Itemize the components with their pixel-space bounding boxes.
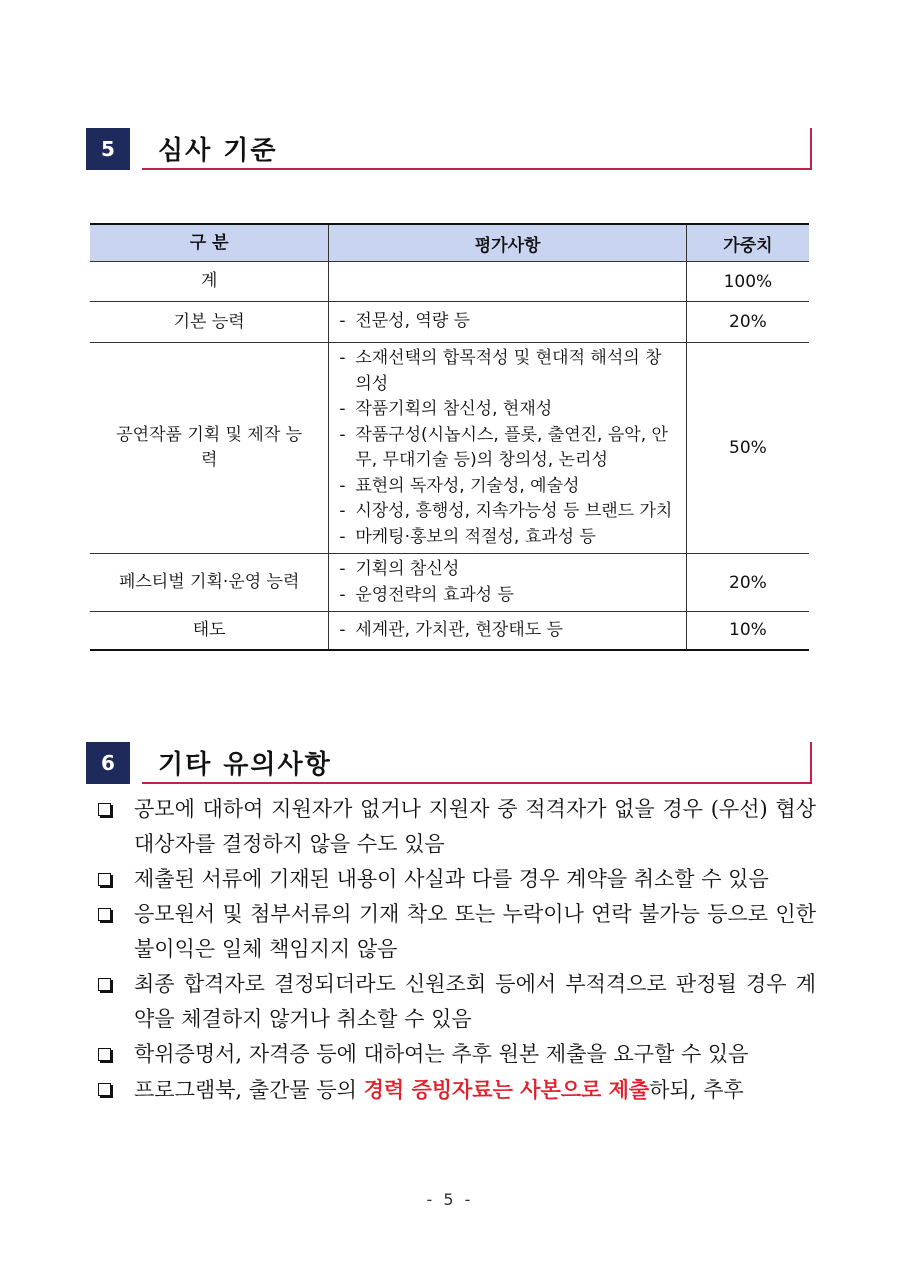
note-item [96,897,816,967]
item-text: - 작품기획의 참신성, 현재성 [337,397,677,423]
row-category: 페스티벌 기획·운영 능력 [90,554,329,612]
checkbox-bullet-icon [98,803,111,816]
row-items [329,343,686,554]
page-number: - 5 - [426,1190,474,1209]
row-items [329,302,686,343]
table-row [90,302,809,343]
row-category: 기본 능력 [90,302,329,343]
row-weight: 50% [686,343,809,554]
note-text: 하되, 추후 [649,1078,744,1102]
note-item [96,862,816,897]
item-text: - 마케팅·홍보의 적절성, 효과성 등 [337,525,677,551]
table-row [90,554,809,612]
row-weight: 100% [686,262,809,302]
row-weight: 20% [686,554,809,612]
item-text: - 작품구성(시놉시스, 플롯, 출연진, 음악, 안무, 무대기술 등)의 창의성, 논리성 [337,423,677,474]
checkbox-bullet-icon [98,873,111,886]
notes-list [96,792,816,1108]
row-category-text: 공연작품 기획 및 제작 능력 [116,425,303,470]
note-item [96,792,816,862]
table-row [90,343,809,554]
table-row [90,262,809,302]
note-item [96,967,816,1037]
item-text: - 운영전략의 효과성 등 [337,583,677,609]
row-category: 계 [90,262,329,302]
item-text: - 세계관, 가치관, 현장태도 등 [337,618,677,644]
section-right-tick [810,128,812,170]
note-highlight-text: 경력 증빙자료는 사본으로 제출 [363,1077,650,1102]
section-number: 5 [86,128,130,170]
row-weight: 10% [686,612,809,650]
section-title: 기타 유의사항 [158,750,332,780]
row-weight: 20% [686,302,809,343]
checkbox-bullet-icon [98,1048,111,1061]
row-items [329,612,686,650]
note-text: 최종 합격자로 결정되더라도 신원조회 등에서 부적격으로 판정될 경우 계약을 체결하지 않거나 취소할 수 있음 [134,972,816,1031]
header-items: 평가사항 [329,224,686,262]
section-underline [142,782,812,784]
row-items [329,262,686,302]
table-row [90,612,809,650]
row-items [329,554,686,612]
item-text: - 기획의 참신성 [337,557,677,583]
item-text: - 소재선택의 합목적성 및 현대적 해석의 창의성 [337,346,677,397]
note-item [96,1072,816,1108]
checkbox-bullet-icon [98,1083,111,1096]
note-text: 제출된 서류에 기재된 내용이 사실과 다를 경우 계약을 취소할 수 있음 [134,867,769,891]
item-text: - 시장성, 흥행성, 지속가능성 등 브랜드 가치 [337,499,677,525]
header-weight: 가중치 [686,224,809,262]
checkbox-bullet-icon [98,908,111,921]
note-text: 학위증명서, 자격증 등에 대하여는 추후 원본 제출을 요구할 수 있음 [134,1042,749,1066]
table-header-row [90,224,809,262]
section-header-5 [86,128,812,170]
row-category [90,343,329,554]
note-text: 응모원서 및 첨부서류의 기재 착오 또는 누락이나 연락 불가능 등으로 인한 불이익은 일체 책임지지 않음 [134,902,816,961]
note-text: 프로그램북, 출간물 등의 [134,1078,364,1102]
section-header-6 [86,742,812,784]
criteria-table [90,223,809,651]
header-category: 구 분 [90,224,329,262]
checkbox-bullet-icon [98,978,111,991]
section-right-tick [810,742,812,784]
item-text: - 전문성, 역량 등 [337,309,677,335]
section-underline [142,168,812,170]
section-number: 6 [86,742,130,784]
note-text: 공모에 대하여 지원자가 없거나 지원자 중 적격자가 없을 경우 (우선) 협상대상자를 결정하지 않을 수도 있음 [134,797,816,856]
section-title: 심사 기준 [158,136,278,166]
row-category: 태도 [90,612,329,650]
item-text: - 표현의 독자성, 기술성, 예술성 [337,474,677,500]
note-item [96,1037,816,1072]
